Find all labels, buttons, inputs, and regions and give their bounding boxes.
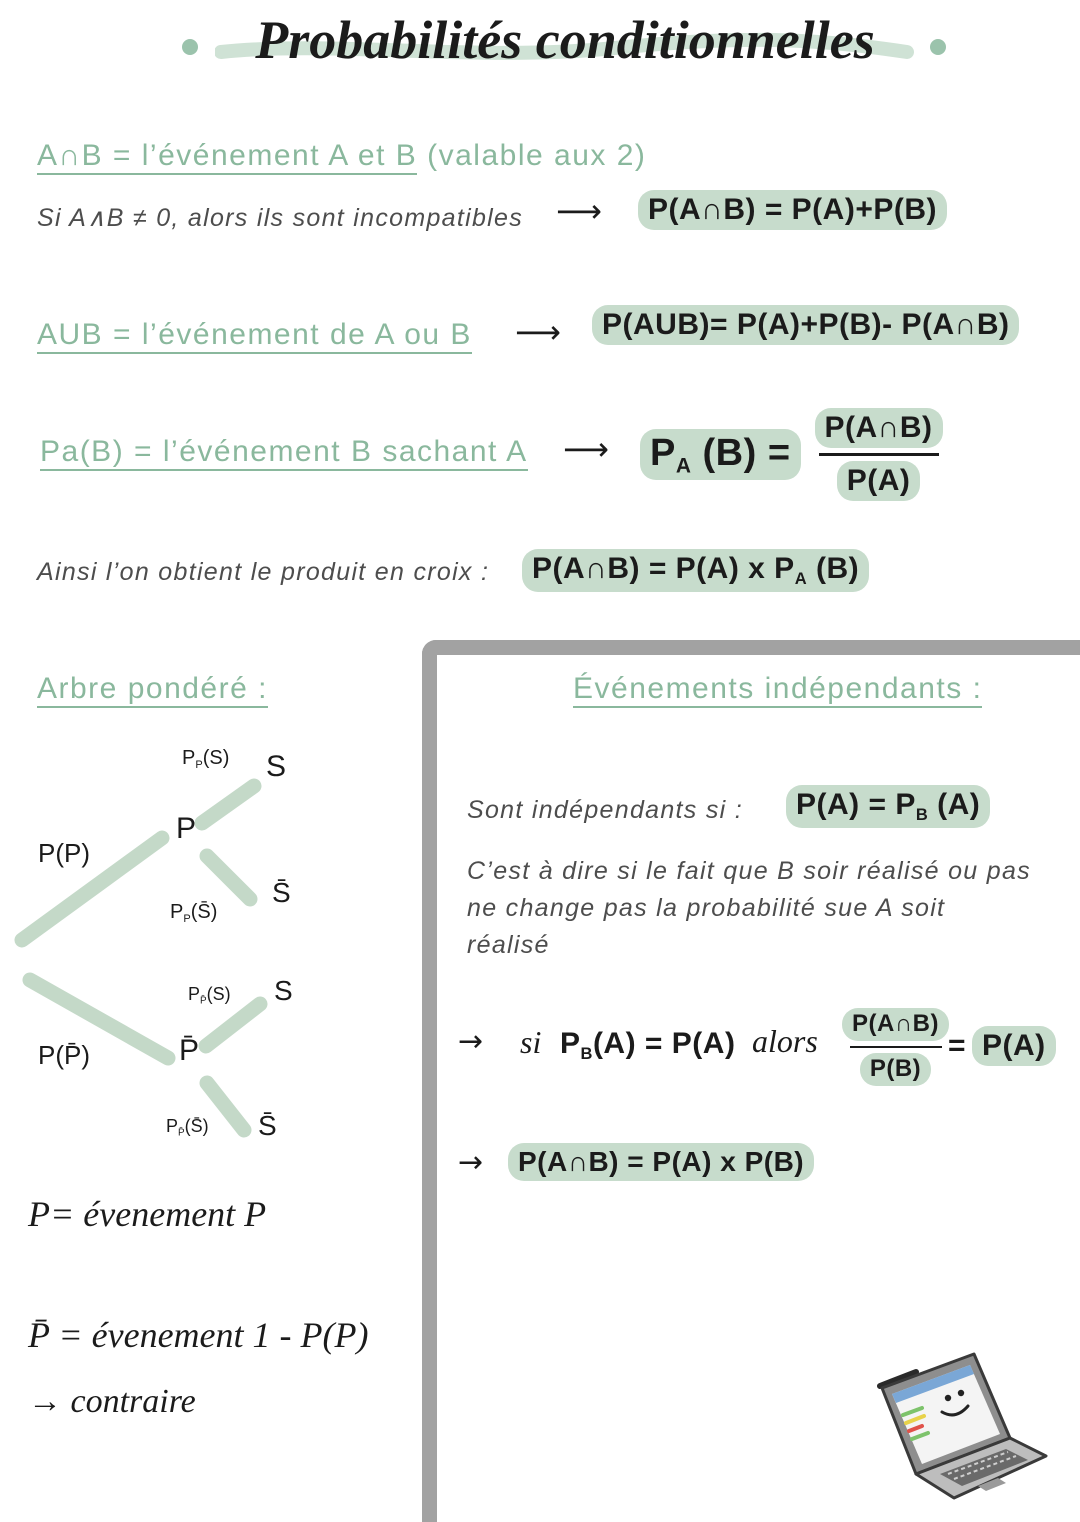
label-sub: P [195, 758, 203, 771]
conditional-denominator: P(A) [837, 461, 921, 501]
union-arrow-icon: ⟶ [515, 313, 561, 351]
conditional-arrow-icon: ⟶ [563, 430, 609, 468]
legend-event: P= évenement P [28, 1194, 267, 1234]
branch-p-bar-to-s [206, 1004, 260, 1046]
conditional-heading-main: Pa(B) = l’événement B sachant A [40, 435, 528, 471]
tree-lower-leaf-bottom: S̄ [258, 1110, 277, 1141]
tree-heading-main: Arbre pondéré : [37, 672, 268, 708]
tree-lower-branch-bottom-label [166, 1116, 209, 1139]
result-arrow-icon: → [458, 1145, 484, 1180]
tree-lower-weight: P(P̄) [38, 1040, 90, 1070]
intersection-heading-main: A∩B = l’événement A et B [37, 139, 417, 175]
implication-equals: = [948, 1029, 967, 1062]
tree-upper-node: P [176, 812, 197, 845]
label-p: P [188, 984, 201, 1004]
explanation-line-2: ne change pas la probabilité sue A soit [467, 894, 946, 922]
independence-heading [573, 671, 982, 707]
independence-condition-label: Sont indépendants si : [467, 796, 743, 824]
conditional-fraction-bar [819, 453, 939, 456]
product-note: Ainsi l’on obtient le produit en croix : [37, 558, 490, 586]
union-heading-main: AUB = l’événement de A ou B [37, 318, 472, 354]
implication-lhs-sub: B [580, 1044, 593, 1063]
implication-lhs-rest: (A) = P(A) [592, 1027, 736, 1060]
conditional-lhs-sub: A [675, 453, 692, 477]
intersection-note: Si A∧B ≠ 0, alors ils sont incompatibles [37, 204, 524, 232]
label-rest: (S) [206, 984, 231, 1004]
legend-contrary: → contraire [28, 1383, 196, 1420]
label-sub: P [183, 912, 191, 925]
independence-condition-formula [786, 785, 990, 828]
product-formula-sub: A [794, 569, 808, 588]
title-right-dot [930, 39, 946, 55]
conditional-lhs-rest: (B) = [691, 431, 791, 474]
label-sub: P̄ [178, 1127, 185, 1139]
intersection-formula: P(A∩B) = P(A)+P(B) [638, 190, 947, 230]
explanation-line-1: C’est à dire si le fait que B soir réalisé ou pas [467, 857, 1031, 885]
tree-lower-node: P̄ [179, 1034, 200, 1067]
label-rest: (S) [202, 747, 230, 769]
condition-start: P(A) = P [796, 788, 916, 821]
label-sub: P̄ [200, 995, 207, 1007]
implication-arrow-icon: → [458, 1024, 484, 1059]
tree-branches [0, 0, 440, 1200]
label-p: P [166, 1116, 179, 1136]
intersection-arrow-icon: ⟶ [556, 192, 602, 230]
branch-p-to-s-bar [207, 856, 250, 899]
intersection-heading-extra: (valable aux 2) [427, 139, 647, 172]
implication-if: si [520, 1024, 542, 1060]
conditional-formula-lhs [640, 429, 801, 480]
legend-complement: P̄ = évenement 1 - P(P) [28, 1315, 369, 1355]
product-formula-start: P(A∩B) = P(A) x P [532, 552, 795, 585]
union-formula: P(AUB)= P(A)+P(B)- P(A∩B) [592, 305, 1019, 345]
implication-fraction-bar [850, 1046, 942, 1049]
conditional-formula [640, 408, 943, 501]
label-p: P [182, 747, 196, 769]
implication-denominator: P(B) [860, 1053, 931, 1086]
conditional-lhs-p: P [650, 431, 676, 474]
tree-upper-leaf-top: S [266, 750, 287, 783]
result-formula: P(A∩B) = P(A) x P(B) [508, 1143, 814, 1181]
implication-numerator: P(A∩B) [842, 1008, 949, 1041]
smiley-left-eye [945, 1395, 951, 1401]
label-p: P [170, 901, 184, 923]
tree-lower-branch-top-label [188, 984, 231, 1007]
tree-lower-leaf-top: S [274, 975, 293, 1006]
implication-then: alors [752, 1023, 818, 1059]
product-formula-end: (B) [807, 552, 860, 585]
condition-sub: B [915, 805, 929, 824]
implication-fraction [842, 1008, 949, 1086]
independence-heading-main: Événements indépendants : [573, 672, 982, 708]
page-title: Probabilités conditionnelles [255, 10, 875, 70]
product-formula [522, 549, 869, 592]
implication-lhs [560, 1026, 735, 1065]
tree-upper-weight: P(P) [38, 838, 90, 868]
tree-upper-branch-top-label [182, 746, 229, 772]
branch-p-to-s [202, 786, 254, 823]
label-rest: (S̄) [184, 1116, 209, 1136]
smiley-right-eye [958, 1390, 964, 1396]
conditional-numerator: P(A∩B) [815, 408, 943, 448]
explanation-line-3: réalisé [467, 931, 550, 959]
branch-p-bar-to-s-bar [207, 1083, 244, 1130]
laptop-doodle-icon [870, 1336, 1055, 1506]
implication-lhs-p: P [560, 1027, 581, 1060]
implication-rhs: P(A) [972, 1026, 1056, 1066]
label-rest: (S̄) [190, 901, 218, 923]
tree-upper-branch-bottom-label [170, 900, 217, 926]
condition-end: (A) [928, 788, 981, 821]
tree-upper-leaf-bottom: S̄ [272, 877, 291, 908]
conditional-fraction [815, 408, 943, 501]
